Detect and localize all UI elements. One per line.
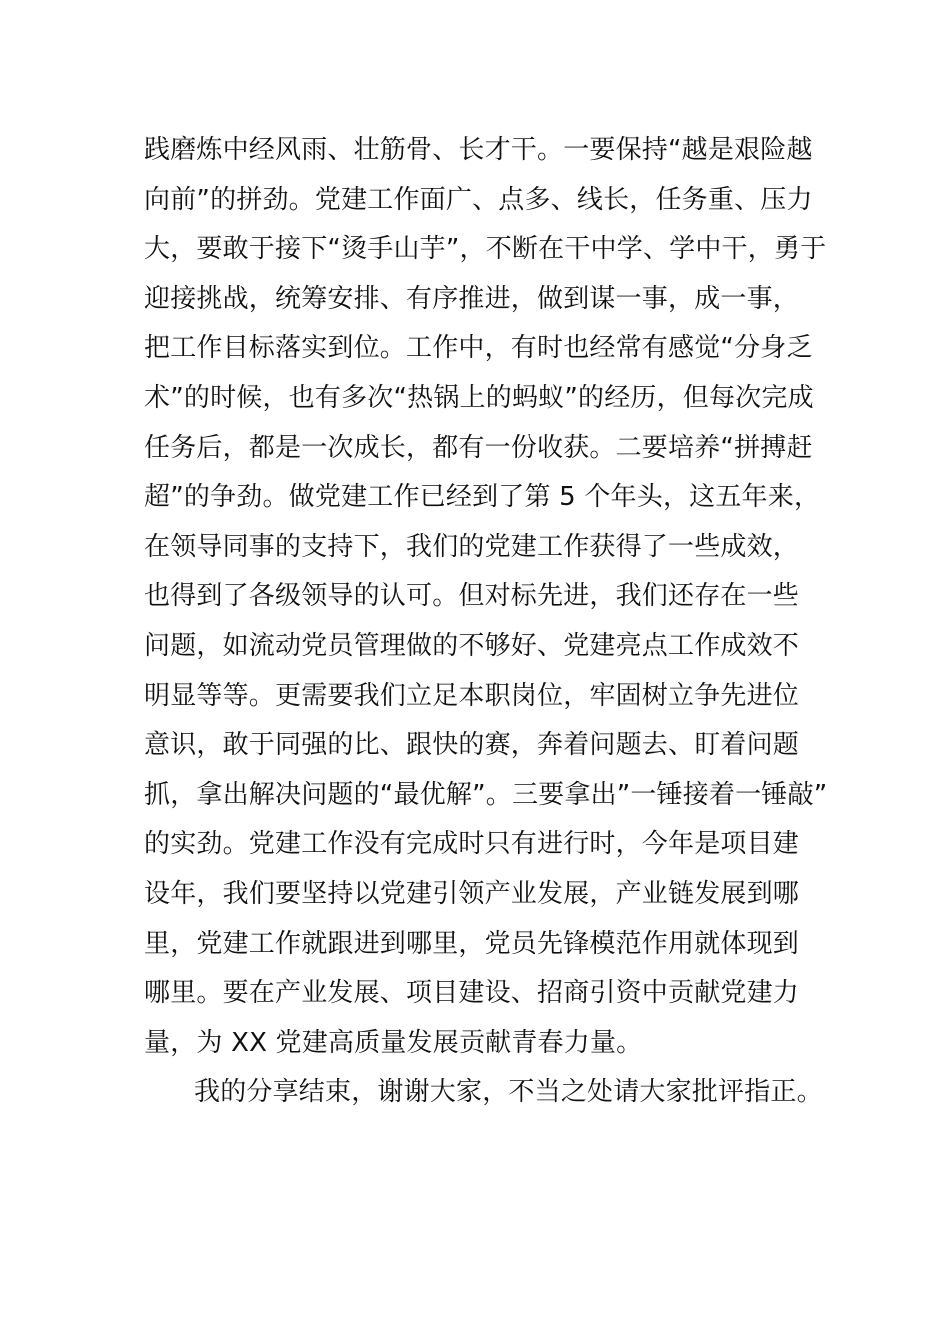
paragraph-line: 意识，敢于同强的比、跟快的赛，奔着问题去、盯着问题 (144, 730, 800, 761)
paragraph-line: 把工作目标落实到位。工作中，有时也经常有感觉“分身乏 (144, 333, 813, 364)
paragraph-line: 任务后，都是一次成长，都有一份收获。二要培养“拼搏赶 (144, 432, 813, 463)
paragraph-line: 向前”的拼劲。党建工作面广、点多、线长，任务重、压力 (144, 184, 813, 215)
paragraph-line: 抓，拿出解决问题的“最优解”。三要拿出”一锤接着一锤敲” (144, 779, 828, 810)
paragraph-line: 超”的争劲。做党建工作已经到了第 5 个年头，这五年来， (144, 482, 821, 513)
document-body (144, 126, 828, 1118)
paragraph-line: 哪里。要在产业发展、项目建设、招商引资中贡献党建力 (144, 978, 800, 1009)
paragraph-line: 的实劲。党建工作没有完成时只有进行时，今年是项目建 (144, 829, 800, 860)
paragraph-line: 设年，我们要坚持以党建引领产业发展，产业链发展到哪 (144, 878, 800, 909)
paragraph-line: 里，党建工作就跟进到哪里，党员先锋模范作用就体现到 (144, 928, 800, 959)
paragraph-line: 大，要敢于接下“烫手山芋”，不断在干中学、学中干，勇于 (144, 234, 827, 265)
paragraph-line: 迎接挑战，统筹安排、有序推进，做到谋一事，成一事， (144, 283, 800, 314)
paragraph-line: 也得到了各级领导的认可。但对标先进，我们还存在一些 (144, 581, 800, 612)
paragraph-line: 在领导同事的支持下，我们的党建工作获得了一些成效， (144, 531, 800, 562)
paragraph-line: 问题，如流动党员管理做的不够好、党建亮点工作成效不 (144, 630, 800, 661)
paragraph-line: 明显等等。更需要我们立足本职岗位，牢固树立争先进位 (144, 680, 800, 711)
paragraph-line: 术”的时候，也有多次“热锅上的蚂蚁”的经历，但每次完成 (144, 382, 814, 413)
paragraph-line: 践磨炼中经风雨、壮筋骨、长才干。一要保持“越是艰险越 (144, 135, 813, 165)
closing-paragraph: 我的分享结束，谢谢大家，不当之处请大家批评指正。 (194, 1077, 823, 1108)
paragraph-line: 量，为 XX 党建高质量发展贡献青春力量。 (144, 1027, 643, 1058)
